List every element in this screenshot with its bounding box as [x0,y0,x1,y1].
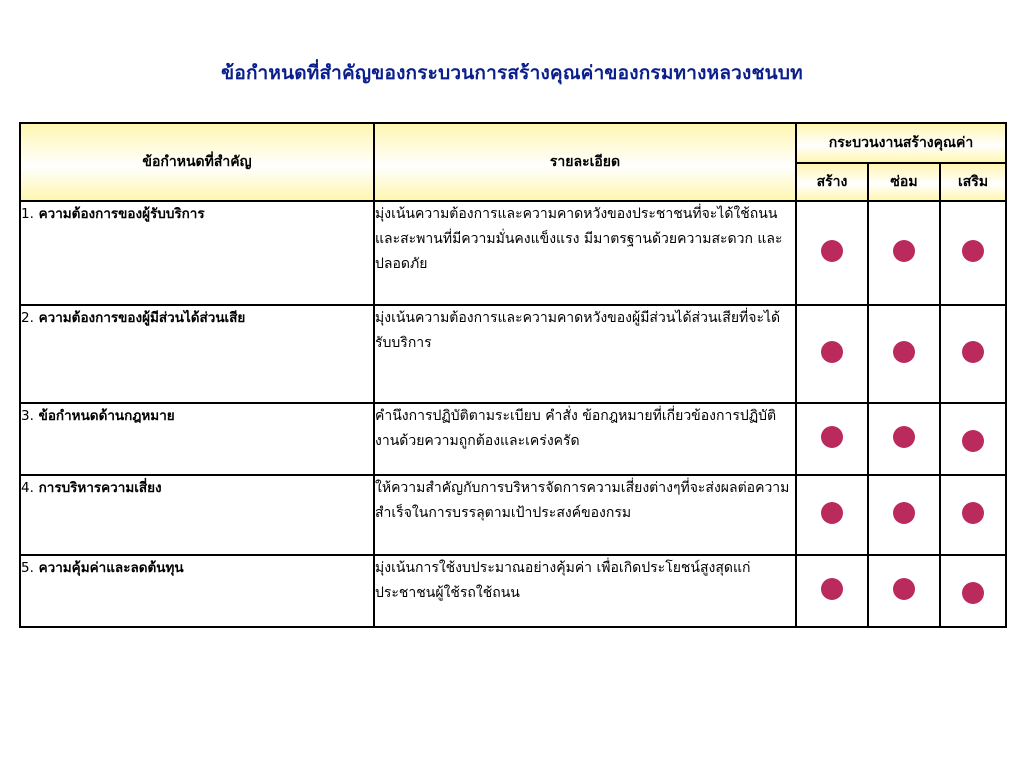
check-dot-icon [962,502,984,524]
row-topic [20,403,374,475]
cell-create [796,403,868,475]
cell-create [796,555,868,627]
row-topic-label: ความต้องการของผู้รับบริการ [38,206,205,222]
header-repair: ซ่อม [868,163,940,201]
check-dot-icon [962,240,984,262]
header-enhance: เสริม [940,163,1006,201]
cell-repair [868,201,940,305]
cell-enhance [940,555,1006,627]
row-topic-label: ความคุ้มค่าและลดต้นทุน [38,560,184,576]
row-number: 3. [21,408,34,424]
cell-enhance [940,403,1006,475]
cell-create [796,305,868,403]
row-topic [20,475,374,555]
page-title: ข้อกำหนดที่สำคัญของกระบวนการสร้างคุณค่าของกรมทางหลวงชนบท [221,62,803,84]
row-number: 4. [21,480,34,496]
check-dot-icon [962,430,984,452]
table-row [20,201,1006,305]
row-detail: มุ่งเน้นการใช้งบประมาณอย่างคุ้มค่า เพื่อเกิดประโยชน์สูงสุดแก่ประชาชนผู้ใช้รถใช้ถนน [374,555,796,627]
row-number: 2. [21,310,34,326]
requirements-table [19,122,1007,628]
check-dot-icon [893,426,915,448]
check-dot-icon [821,426,843,448]
row-topic-label: ความต้องการของผู้มีส่วนได้ส่วนเสีย [38,310,246,326]
table-row [20,475,1006,555]
check-dot-icon [821,502,843,524]
row-number: 1. [21,206,34,222]
check-dot-icon [821,341,843,363]
table-row [20,305,1006,403]
row-detail: ให้ความสำคัญกับการบริหารจัดการความเสี่ยงต่างๆที่จะส่งผลต่อความสำเร็จในการบรรลุตามเป้าประสงค์ของกรม [374,475,796,555]
row-topic [20,555,374,627]
row-topic-label: การบริหารความเสี่ยง [38,480,162,496]
check-dot-icon [893,341,915,363]
check-dot-icon [893,502,915,524]
cell-enhance [940,305,1006,403]
cell-create [796,201,868,305]
cell-repair [868,555,940,627]
cell-repair [868,475,940,555]
cell-repair [868,403,940,475]
row-detail: มุ่งเน้นความต้องการและความคาดหวังของผู้มีส่วนได้ส่วนเสียที่จะได้รับบริการ [374,305,796,403]
cell-enhance [940,201,1006,305]
header-requirement: ข้อกำหนดที่สำคัญ [20,123,374,201]
table-row [20,555,1006,627]
cell-enhance [940,475,1006,555]
cell-repair [868,305,940,403]
row-number: 5. [21,560,34,576]
cell-create [796,475,868,555]
check-dot-icon [962,582,984,604]
row-topic [20,305,374,403]
row-topic [20,201,374,305]
row-detail: คำนึงการปฏิบัติตามระเบียบ คำสั่ง ข้อกฎหมายที่เกี่ยวข้องการปฏิบัติงานด้วยความถูกต้องและเคร่งครัด [374,403,796,475]
check-dot-icon [893,578,915,600]
check-dot-icon [821,240,843,262]
header-process-group: กระบวนงานสร้างคุณค่า [796,123,1006,163]
check-dot-icon [962,341,984,363]
check-dot-icon [893,240,915,262]
row-detail: มุ่งเน้นความต้องการและความคาดหวังของประชาชนที่จะได้ใช้ถนนและสะพานที่มีความมั่นคงแข็งแรง มีมาตรฐานด้วยความสะดวก และปลอดภัย [374,201,796,305]
header-detail: รายละเอียด [374,123,796,201]
table-row [20,403,1006,475]
row-topic-label: ข้อกำหนดด้านกฎหมาย [38,408,175,424]
check-dot-icon [821,578,843,600]
header-create: สร้าง [796,163,868,201]
